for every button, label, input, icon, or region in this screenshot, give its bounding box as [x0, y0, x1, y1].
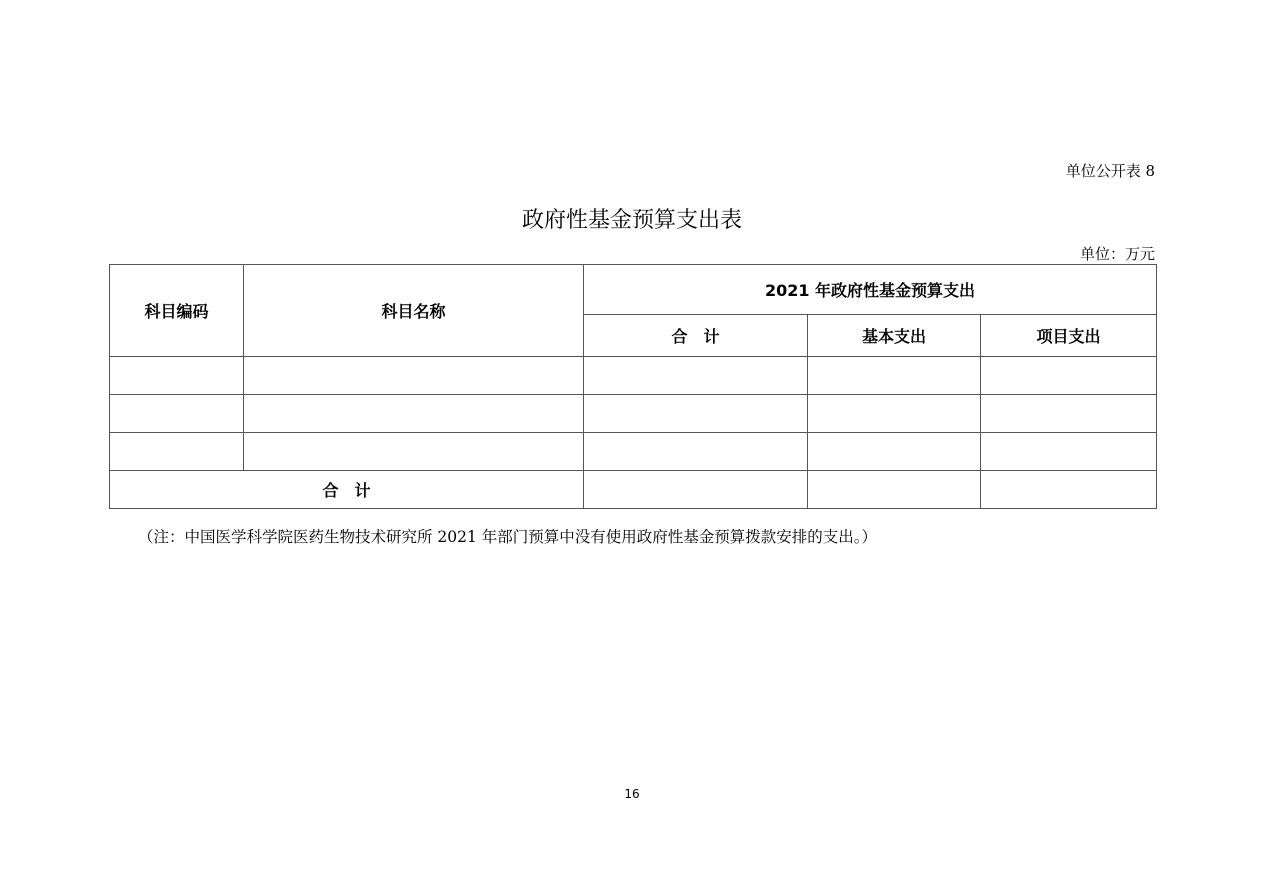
table-cell [981, 471, 1157, 509]
table-cell [584, 395, 808, 433]
footnote: （注：中国医学科学院医药生物技术研究所 2021 年部门预算中没有使用政府性基金预算拨款安排的支出。） [138, 528, 878, 546]
header-project-expense: 项目支出 [981, 315, 1157, 357]
total-row-label: 合 计 [110, 471, 584, 509]
table-cell [808, 433, 981, 471]
header-subject-code: 科目编码 [110, 265, 244, 357]
header-subject-name: 科目名称 [244, 265, 584, 357]
table-cell [981, 433, 1157, 471]
table-cell [244, 433, 584, 471]
header-row [110, 265, 1157, 315]
table-cell [808, 357, 981, 395]
table-cell [584, 471, 808, 509]
table-cell [110, 433, 244, 471]
table-cell [981, 395, 1157, 433]
table-row [110, 395, 1157, 433]
page-title: 政府性基金预算支出表 [521, 208, 742, 233]
table-cell [244, 395, 584, 433]
table-cell [110, 395, 244, 433]
budget-table [109, 264, 1157, 509]
header-total: 合 计 [584, 315, 808, 357]
header-basic-expense: 基本支出 [808, 315, 981, 357]
table-cell [584, 357, 808, 395]
total-row [110, 471, 1157, 509]
header-group-2021: 2021 年政府性基金预算支出 [584, 265, 1157, 315]
table-cell [244, 357, 584, 395]
unit-label: 单位：万元 [1079, 245, 1155, 263]
table-cell [981, 357, 1157, 395]
table-cell [110, 357, 244, 395]
table-cell [808, 471, 981, 509]
table-row [110, 357, 1157, 395]
table-row [110, 433, 1157, 471]
page-number: 16 [624, 787, 640, 801]
table-id: 单位公开表 8 [1065, 162, 1155, 180]
table-cell [808, 395, 981, 433]
table-cell [584, 433, 808, 471]
